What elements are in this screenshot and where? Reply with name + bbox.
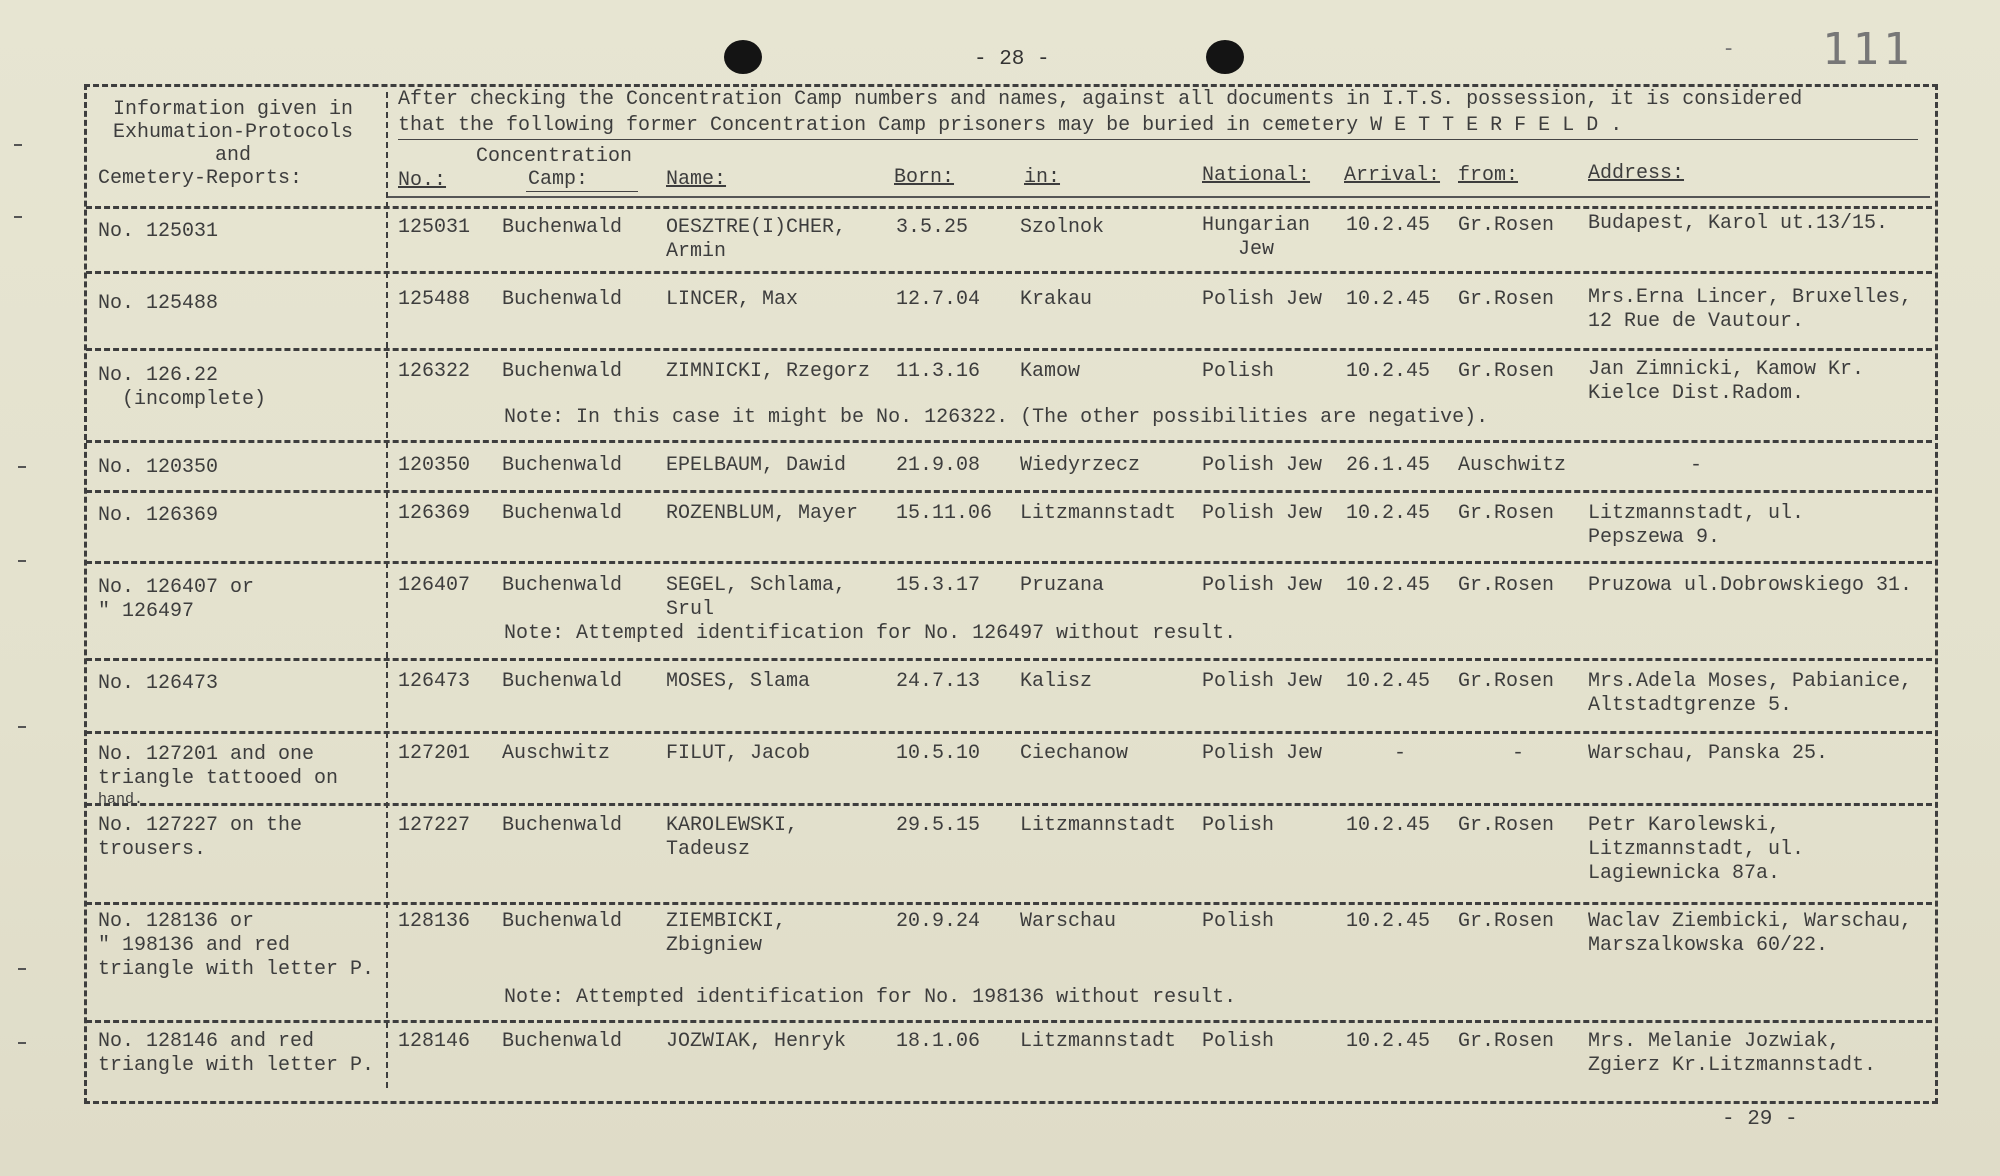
- row-10-no: 128136: [398, 910, 471, 933]
- row-6-national: Polish Jew: [1202, 574, 1323, 597]
- row-6-arrival: 10.2.45: [1346, 574, 1431, 597]
- row-7-address: Mrs.Adela Moses, Pabianice, Altstadtgrenze 5.: [1588, 670, 1913, 717]
- row-6-place: Pruzana: [1020, 574, 1105, 597]
- col-header-arrival: Arrival:: [1344, 164, 1441, 187]
- row-3-name: ZIMNICKI, Rzegorz: [666, 360, 871, 383]
- row-3-national: Polish: [1202, 360, 1275, 383]
- row-3-arrival: 10.2.45: [1346, 360, 1431, 383]
- row-3-info: No. 126.22 (incomplete): [98, 364, 267, 411]
- row-10-note: Note: Attempted identification for No. 198136 without result.: [504, 986, 1237, 1009]
- row-9-name: KAROLEWSKI, Tadeusz: [666, 814, 799, 861]
- row-4-arrival: 26.1.45: [1346, 454, 1431, 477]
- row-4-address: -: [1690, 454, 1703, 477]
- row-3-camp: Buchenwald: [502, 360, 623, 383]
- row-6-born: 15.3.17: [896, 574, 981, 597]
- row-1-from: Gr.Rosen: [1458, 214, 1555, 237]
- row-1-place: Szolnok: [1020, 216, 1105, 239]
- col-header-born: Born:: [894, 166, 955, 189]
- row-11-camp: Buchenwald: [502, 1030, 623, 1053]
- row-9-place: Litzmannstadt: [1020, 814, 1177, 837]
- row-5-born: 15.11.06: [896, 502, 993, 525]
- row-5-info: No. 126369: [98, 504, 219, 527]
- punch-hole-left: [724, 40, 762, 74]
- row-6-no: 126407: [398, 574, 471, 597]
- row-11-born: 18.1.06: [896, 1030, 981, 1053]
- row-8-place: Ciechanow: [1020, 742, 1129, 765]
- row-6-from: Gr.Rosen: [1458, 574, 1555, 597]
- row-4-place: Wiedyrzecz: [1020, 454, 1141, 477]
- punch-hole-right: [1206, 40, 1244, 74]
- row-1-no: 125031: [398, 216, 471, 239]
- stamp-dash: -: [1722, 36, 1740, 61]
- row-7-info: No. 126473: [98, 672, 219, 695]
- col-header-address: Address:: [1588, 162, 1685, 185]
- row-8-name: FILUT, Jacob: [666, 742, 811, 765]
- row-1-name: OESZTRE(I)CHER, Armin: [666, 216, 847, 263]
- row-7-place: Kalisz: [1020, 670, 1093, 693]
- column-divider: [386, 92, 388, 1088]
- row-1-info: No. 125031: [98, 220, 219, 243]
- intro-statement: After checking the Concentration Camp numbers and names, against all documents in I.T.S. possession, it is considered that the following former Concentration Camp prisoners may be buried in cemetery W E T T E R F E L D .: [398, 87, 1918, 140]
- row-8-info: No. 127201 and one triangle tattooed on hand.: [98, 743, 339, 808]
- row-2-address: Mrs.Erna Lincer, Bruxelles, 12 Rue de Vautour.: [1588, 286, 1913, 333]
- row-4-from: Auschwitz: [1458, 454, 1567, 477]
- row-8-arrival: -: [1394, 742, 1407, 765]
- row-4-no: 120350: [398, 454, 471, 477]
- row-3-born: 11.3.16: [896, 360, 981, 383]
- row-9-from: Gr.Rosen: [1458, 814, 1555, 837]
- row-11-address: Mrs. Melanie Jozwiak, Zgierz Kr.Litzmannstadt.: [1588, 1030, 1877, 1077]
- row-10-name: ZIEMBICKI, Zbigniew: [666, 910, 787, 957]
- row-11-national: Polish: [1202, 1030, 1275, 1053]
- row-7-national: Polish Jew: [1202, 670, 1323, 693]
- row-5-camp: Buchenwald: [502, 502, 623, 525]
- row-10-arrival: 10.2.45: [1346, 910, 1431, 933]
- stamp-number: 111: [1822, 24, 1914, 75]
- row-8-from: -: [1512, 742, 1525, 765]
- page-number-top: - 28 -: [974, 48, 1050, 71]
- row-5-from: Gr.Rosen: [1458, 502, 1555, 525]
- row-5-place: Litzmannstadt: [1020, 502, 1177, 525]
- row-9-address: Petr Karolewski, Litzmannstadt, ul. Lagiewnicka 87a.: [1588, 814, 1805, 885]
- row-1-national: Hungarian Jew: [1202, 214, 1311, 261]
- row-5-no: 126369: [398, 502, 471, 525]
- row-2-born: 12.7.04: [896, 288, 981, 311]
- row-3-no: 126322: [398, 360, 471, 383]
- row-8-no: 127201: [398, 742, 471, 765]
- col-header-national: National:: [1202, 164, 1311, 187]
- row-11-no: 128146: [398, 1030, 471, 1053]
- row-6-address: Pruzowa ul.Dobrowskiego 31.: [1588, 574, 1913, 597]
- row-7-no: 126473: [398, 670, 471, 693]
- row-2-name: LINCER, Max: [666, 288, 799, 311]
- col-header-camp-top: Concentration: [476, 145, 633, 168]
- col-header-in: in:: [1024, 166, 1061, 189]
- row-7-arrival: 10.2.45: [1346, 670, 1431, 693]
- row-2-no: 125488: [398, 288, 471, 311]
- row-3-address: Jan Zimnicki, Kamow Kr. Kielce Dist.Radom.: [1588, 358, 1865, 405]
- row-1-arrival: 10.2.45: [1346, 214, 1431, 237]
- row-10-camp: Buchenwald: [502, 910, 623, 933]
- page-number-bottom: - 29 -: [1722, 1108, 1798, 1131]
- row-4-info: No. 120350: [98, 456, 219, 479]
- row-6-info: No. 126407 or " 126497: [98, 576, 255, 623]
- row-11-from: Gr.Rosen: [1458, 1030, 1555, 1053]
- row-11-place: Litzmannstadt: [1020, 1030, 1177, 1053]
- row-1-camp: Buchenwald: [502, 216, 623, 239]
- row-10-place: Warschau: [1020, 910, 1117, 933]
- row-8-born: 10.5.10: [896, 742, 981, 765]
- row-3-place: Kamow: [1020, 360, 1081, 383]
- row-4-camp: Buchenwald: [502, 454, 623, 477]
- col-header-camp: Camp:: [526, 169, 638, 192]
- row-9-no: 127227: [398, 814, 471, 837]
- row-11-name: JOZWIAK, Henryk: [666, 1030, 847, 1053]
- row-8-camp: Auschwitz: [502, 742, 611, 765]
- col-header-name: Name:: [666, 168, 727, 191]
- row-7-born: 24.7.13: [896, 670, 981, 693]
- row-5-national: Polish Jew: [1202, 502, 1323, 525]
- row-9-camp: Buchenwald: [502, 814, 623, 837]
- row-2-national: Polish Jew: [1202, 288, 1323, 311]
- row-7-camp: Buchenwald: [502, 670, 623, 693]
- row-6-name: SEGEL, Schlama, Srul: [666, 574, 847, 621]
- row-7-from: Gr.Rosen: [1458, 670, 1555, 693]
- col-header-no: No.:: [398, 169, 447, 192]
- row-5-address: Litzmannstadt, ul. Pepszewa 9.: [1588, 502, 1805, 549]
- row-10-born: 20.9.24: [896, 910, 981, 933]
- col-header-from: from:: [1458, 164, 1519, 187]
- row-2-from: Gr.Rosen: [1458, 288, 1555, 311]
- row-7-name: MOSES, Slama: [666, 670, 811, 693]
- row-10-from: Gr.Rosen: [1458, 910, 1555, 933]
- left-column-heading: Information given in Exhumation-Protocols and Cemetery-Reports:: [98, 98, 354, 190]
- row-11-arrival: 10.2.45: [1346, 1030, 1431, 1053]
- row-2-place: Krakau: [1020, 288, 1093, 311]
- row-10-national: Polish: [1202, 910, 1275, 933]
- row-4-born: 21.9.08: [896, 454, 981, 477]
- row-10-address: Waclav Ziembicki, Warschau, Marszalkowska 60/22.: [1588, 910, 1913, 957]
- row-9-info: No. 127227 on the trousers.: [98, 814, 303, 861]
- row-1-address: Budapest, Karol ut.13/15.: [1588, 212, 1889, 235]
- row-2-info: No. 125488: [98, 292, 219, 315]
- row-5-arrival: 10.2.45: [1346, 502, 1431, 525]
- row-6-camp: Buchenwald: [502, 574, 623, 597]
- row-2-arrival: 10.2.45: [1346, 288, 1431, 311]
- row-11-info: No. 128146 and red triangle with letter P.: [98, 1030, 375, 1077]
- row-9-born: 29.5.15: [896, 814, 981, 837]
- row-1-born: 3.5.25: [896, 216, 969, 239]
- row-4-national: Polish Jew: [1202, 454, 1323, 477]
- row-3-from: Gr.Rosen: [1458, 360, 1555, 383]
- row-10-info: No. 128136 or " 198136 and red triangle with letter P.: [98, 910, 375, 981]
- row-8-address: Warschau, Panska 25.: [1588, 742, 1829, 765]
- row-8-national: Polish Jew: [1202, 742, 1323, 765]
- row-9-arrival: 10.2.45: [1346, 814, 1431, 837]
- row-6-note: Note: Attempted identification for No. 126497 without result.: [504, 622, 1237, 645]
- row-3-note: Note: In this case it might be No. 126322. (The other possibilities are negative).: [504, 406, 1489, 429]
- row-9-national: Polish: [1202, 814, 1275, 837]
- row-2-camp: Buchenwald: [502, 288, 623, 311]
- row-5-name: ROZENBLUM, Mayer: [666, 502, 859, 525]
- row-4-name: EPELBAUM, Dawid: [666, 454, 847, 477]
